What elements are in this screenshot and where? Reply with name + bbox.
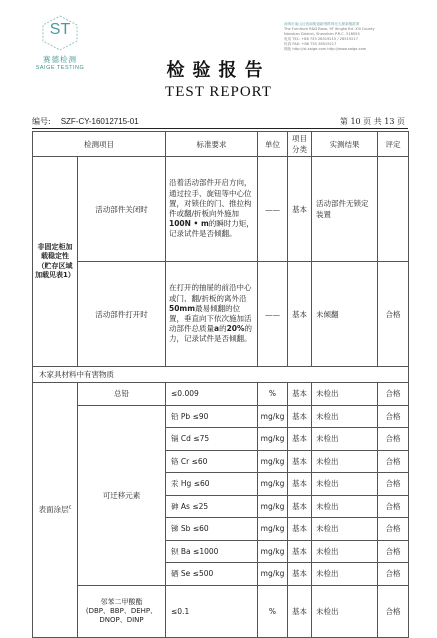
verdict-cell: 合格 [378,540,409,563]
unit-cell: mg/kg [258,450,288,473]
stability-requirement: 在打开的抽屉的前沿中心或门、翻/折板的离外沿50mm最易倾翻的位置，垂直向下依次施加活动部件总质量a的20%的力，记录试件是否倾翻。 [166,262,258,367]
result-cell: 未检出 [312,518,378,541]
address-line: 电话 TEL: +86 755 26519215 / 26519217 [284,37,358,41]
verdict-cell: 合格 [378,262,409,367]
logo-name-cn: 赛德检测 [43,55,77,64]
header-rule [32,128,408,129]
result-cell: 未检出 [312,585,378,637]
stability-item: 活动部件打开时 [78,262,166,367]
table-row [33,383,409,406]
logo-text: ST [49,21,71,38]
address-line: The Furniture R&D Base, 9F Xingke Rd. Xili County [284,27,375,31]
verdict-cell: 合格 [378,450,409,473]
element-requirement: 镉 Cd ≤75 [166,428,258,451]
result-cell: 未倾翻 [312,262,378,367]
table-header-row [33,132,409,157]
report-number [32,116,139,127]
element-requirement: 硒 Se ≤500 [166,563,258,586]
verdict-cell: 合格 [378,428,409,451]
result-cell: 未检出 [312,540,378,563]
address-line: Nanshan District, Shenzhen P.R.C. 518055 [284,32,360,36]
unit-cell: % [258,585,288,637]
report-title-en: TEST REPORT [165,84,272,100]
report-number-value: SZF-CY-16012715-01 [60,117,139,126]
result-cell: 未检出 [312,563,378,586]
category-cell: 基本 [288,405,312,428]
address-line: 传真 FAX: +86 755 26519217 [284,42,337,46]
report-number-label: 编号: [32,117,51,126]
test-results-table [32,131,409,638]
unit-cell: —— [258,157,288,262]
unit-cell: mg/kg [258,563,288,586]
result-cell: 未检出 [312,450,378,473]
result-cell: 未检出 [312,405,378,428]
col-header-item: 检测项目 [33,132,166,157]
category-cell: 基本 [288,428,312,451]
unit-cell: —— [258,262,288,367]
category-cell: 基本 [288,540,312,563]
result-cell: 未检出 [312,383,378,406]
verdict-cell: 合格 [378,518,409,541]
verdict-cell: 合格 [378,405,409,428]
table-row [33,405,409,428]
unit-cell: mg/kg [258,540,288,563]
category-cell: 基本 [288,495,312,518]
element-requirement: 钡 Ba ≤1000 [166,540,258,563]
element-requirement: 锑 Sb ≤60 [166,518,258,541]
category-cell: 基本 [288,383,312,406]
col-header-result: 实测结果 [312,132,378,157]
verdict-cell: 合格 [378,495,409,518]
total-lead-item: 总铅 [78,383,166,406]
unit-cell: mg/kg [258,405,288,428]
category-cell: 基本 [288,262,312,367]
logo-name-en: SAIGE TESTING [35,65,85,71]
result-cell: 未检出 [312,428,378,451]
address-line: 网址 http://st.saige.com http://www.saige.com [284,47,367,51]
phthalates-item: 邻苯二甲酸酯 (DBP、BBP、DEHP、DNOP、DINP [78,585,166,637]
category-cell: 基本 [288,518,312,541]
header-address [284,22,424,52]
phthalates-requirement: ≤0.1 [166,585,258,637]
unit-cell: % [258,383,288,406]
category-cell: 基本 [288,450,312,473]
section-title: 木家具材料中有害物质 [33,367,409,383]
result-cell: 未检出 [312,473,378,496]
verdict-cell: 合格 [378,563,409,586]
address-line: 深圳市南山区西丽街道新围路珠光大厦新楼群第 [284,22,360,26]
page-info: 第 10 页 共 13 页 [339,117,405,126]
stability-group: 非固定柜加载稳定性（贮存区域加载见表1） [33,157,78,367]
category-cell: 基本 [288,473,312,496]
stability-item: 活动部件关闭时 [78,157,166,262]
category-cell: 基本 [288,585,312,637]
col-header-category: 项目分类 [288,132,312,157]
col-header-verdict: 评定 [378,132,409,157]
unit-cell: mg/kg [258,473,288,496]
element-requirement: 铅 Pb ≤90 [166,405,258,428]
soluble-elements-label: 可迁移元素 [78,405,166,585]
element-requirement: 汞 Hg ≤60 [166,473,258,496]
report-title-cn: 检验报告 [166,60,271,81]
col-header-unit: 单位 [258,132,288,157]
category-cell: 基本 [288,157,312,262]
verdict-cell: 合格 [378,473,409,496]
verdict-cell: 合格 [378,383,409,406]
verdict-cell: 合格 [378,585,409,637]
table-row [33,585,409,637]
unit-cell: mg/kg [258,428,288,451]
table-row [33,157,409,262]
unit-cell: mg/kg [258,518,288,541]
total-lead-requirement: ≤0.009 [166,383,258,406]
element-requirement: 砷 As ≤25 [166,495,258,518]
result-cell: 未检出 [312,495,378,518]
result-cell: 活动部件无锁定装置 [312,157,378,262]
coating-group: 表面涂层$^c$ [33,383,78,638]
col-header-requirement: 标准要求 [166,132,258,157]
stability-requirement: 沿着活动部件开启方向，通过拉手、旋钮等中心位置，对锁住的门、推拉构件或翻/折板向外施加100N • m的瞬时力矩，记录试件是否倾翻。 [166,157,258,262]
element-requirement: 铬 Cr ≤60 [166,450,258,473]
logo-mark [40,14,80,52]
section-header-row [33,367,409,383]
verdict-cell [378,157,409,262]
unit-cell: mg/kg [258,495,288,518]
category-cell: 基本 [288,563,312,586]
table-row [33,262,409,367]
